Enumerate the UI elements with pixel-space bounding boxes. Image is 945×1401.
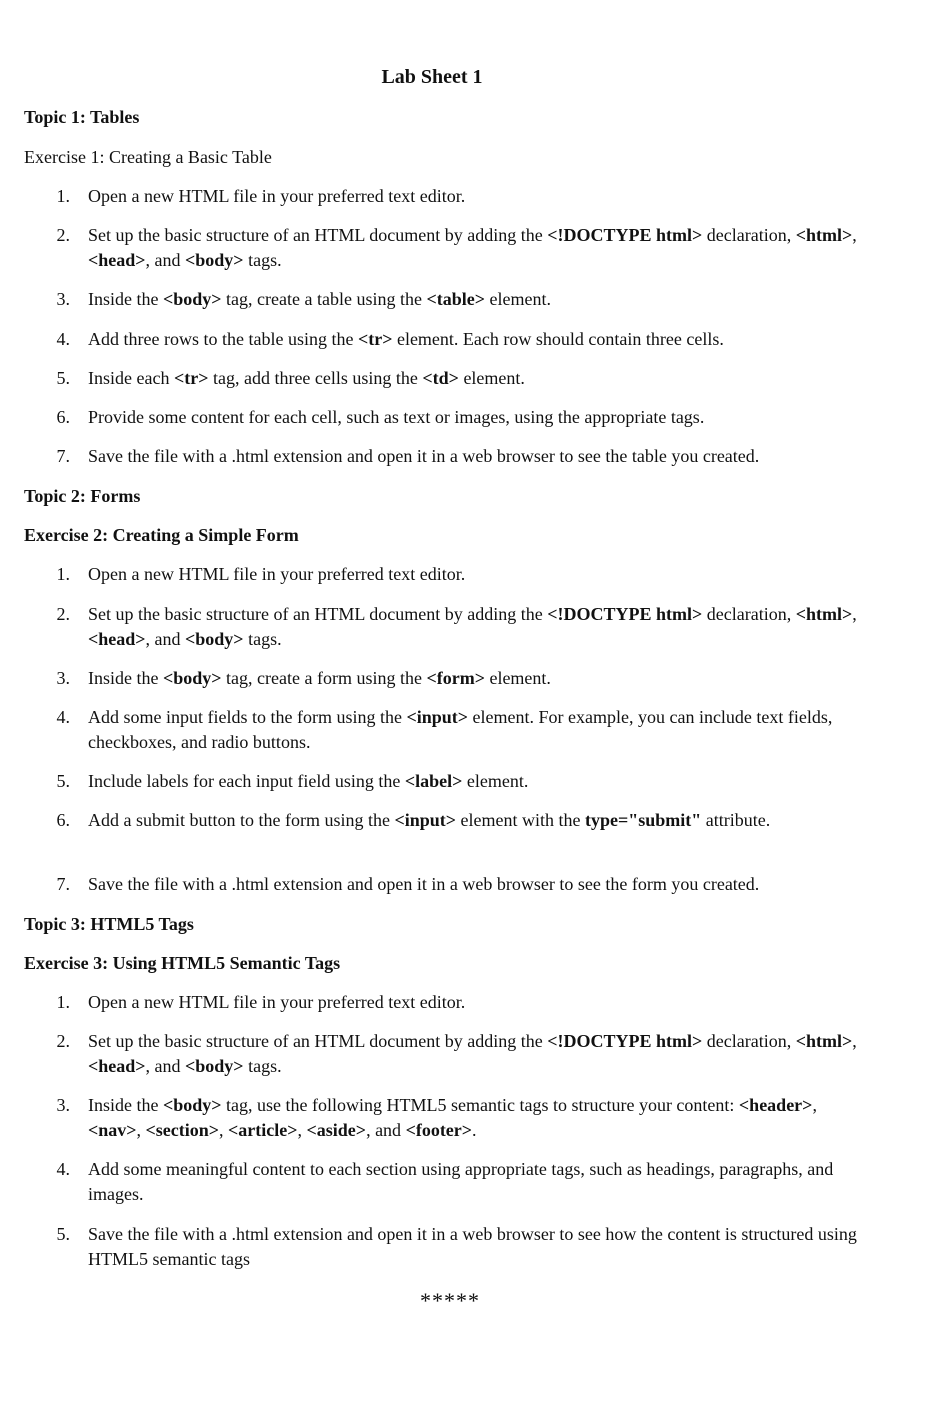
code-tag-text: <body> (162, 1095, 222, 1115)
code-tag-text: <tr> (357, 329, 393, 349)
code-tag-text: <td> (422, 368, 459, 388)
step-number: 2. (56, 604, 70, 624)
page-title: Lab Sheet 1 (381, 66, 483, 88)
code-tag-text: <input> (406, 707, 469, 727)
topic-2-heading: Topic 2: Forms (24, 486, 141, 506)
step-text: Inside the <body> tag, create a table using the <table> element. (88, 289, 551, 309)
topic-1-heading: Topic 1: Tables (24, 107, 140, 127)
code-tag-text: <html> (795, 225, 853, 245)
step-text: Set up the basic structure of an HTML document by adding the <!DOCTYPE html> declaration, <html>, <head>, and <body> tags. (88, 604, 857, 649)
code-tag-text: <!DOCTYPE html> (547, 225, 703, 245)
code-tag-text: <!DOCTYPE html> (547, 1031, 703, 1051)
end-mark: ***** (420, 1288, 480, 1313)
code-tag-text: <head> (88, 249, 146, 270)
step-text: Include labels for each input field using the <label> element. (88, 771, 529, 791)
step-number: 7. (56, 874, 70, 894)
step-number: 3. (56, 668, 70, 688)
step-number: 1. (56, 992, 70, 1012)
exercise-2-heading: Exercise 2: Creating a Simple Form (24, 525, 299, 545)
step-number: 5. (56, 1224, 70, 1244)
code-tag-text: <head> (88, 1055, 146, 1076)
step-text: Open a new HTML file in your preferred text editor. (88, 564, 466, 584)
code-tag-text: <input> (394, 810, 457, 830)
step-text: Open a new HTML file in your preferred text editor. (88, 186, 466, 206)
code-tag-text: <footer> (405, 1119, 473, 1140)
step-number: 1. (56, 564, 70, 584)
step-number: 6. (56, 407, 70, 427)
step-number: 2. (56, 1031, 70, 1051)
code-tag-text: <table> (426, 289, 485, 309)
code-tag-text: <body> (185, 1055, 244, 1076)
step-number: 4. (56, 329, 70, 349)
code-tag-text: <tr> (173, 368, 209, 388)
step-text: Set up the basic structure of an HTML document by adding the <!DOCTYPE html> declaration, <html>, <head>, and <body> tags. (88, 1031, 857, 1076)
code-tag-text: <nav> (88, 1119, 137, 1140)
step-number: 3. (56, 289, 70, 309)
step-text: Save the file with a .html extension and open it in a web browser to see how the content is structured using HTML5 semantic tags (88, 1224, 857, 1269)
step-text: Save the file with a .html extension and open it in a web browser to see the table you created. (88, 446, 760, 466)
step-text: Inside the <body> tag, create a form using the <form> element. (88, 668, 551, 688)
step-number: 1. (56, 186, 70, 206)
step-number: 6. (56, 810, 70, 830)
step-text: Provide some content for each cell, such as text or images, using the appropriate tags. (88, 407, 705, 427)
code-tag-text: <label> (404, 771, 463, 791)
code-tag-text: <html> (795, 1031, 853, 1051)
step-text: Open a new HTML file in your preferred text editor. (88, 992, 466, 1012)
code-tag-text: <header> (738, 1095, 813, 1115)
topic-3-heading: Topic 3: HTML5 Tags (24, 914, 194, 934)
code-tag-text: <head> (88, 628, 146, 649)
step-text: Add some meaningful content to each section using appropriate tags, such as headings, paragraphs, and images. (88, 1159, 834, 1204)
code-tag-text: <body> (162, 668, 222, 688)
code-tag-text: <aside> (306, 1119, 367, 1140)
code-tag-text: <article> (228, 1119, 298, 1140)
step-text: Set up the basic structure of an HTML document by adding the <!DOCTYPE html> declaration, <html>, <head>, and <body> tags. (88, 225, 857, 270)
step-number: 4. (56, 1159, 70, 1179)
step-number: 5. (56, 368, 70, 388)
code-tag-text: <form> (426, 668, 485, 688)
step-number: 4. (56, 707, 70, 727)
step-number: 2. (56, 225, 70, 245)
code-tag-text: <section> (145, 1119, 220, 1140)
step-number: 3. (56, 1095, 70, 1115)
step-text: Inside the <body> tag, use the following HTML5 semantic tags to structure your content: <header>, <nav>, <section>, <article>, <aside>, and <footer>. (88, 1095, 817, 1140)
code-tag-text: <!DOCTYPE html> (547, 604, 703, 624)
step-text: Add three rows to the table using the <tr> element. Each row should contain three cells. (88, 329, 724, 349)
code-tag-text: <body> (162, 289, 222, 309)
step-text: Add a submit button to the form using the <input> element with the type="submit" attribute. (88, 810, 771, 830)
step-text: Inside each <tr> tag, add three cells using the <td> element. (88, 368, 525, 388)
exercise-1-heading: Exercise 1: Creating a Basic Table (24, 147, 272, 167)
step-number: 7. (56, 446, 70, 466)
code-tag-text: <body> (185, 628, 244, 649)
step-text: Add some input fields to the form using the <input> element. For example, you can include text fields, checkboxes, and radio buttons. (88, 707, 833, 752)
step-number: 5. (56, 771, 70, 791)
step-text: Save the file with a .html extension and open it in a web browser to see the form you created. (88, 874, 760, 894)
code-tag-text: <body> (185, 249, 244, 270)
exercise-3-heading: Exercise 3: Using HTML5 Semantic Tags (24, 953, 341, 973)
code-tag-text: type="submit" (585, 810, 702, 830)
code-tag-text: <html> (795, 604, 853, 624)
